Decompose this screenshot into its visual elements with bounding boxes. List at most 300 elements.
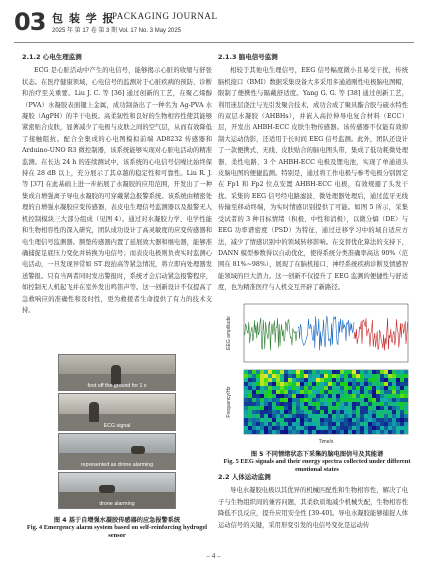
spectrogram-cell [368,394,372,398]
spectrogram-cell [256,406,260,410]
spectrogram-cell [324,390,328,394]
spectrogram-cell [280,402,284,406]
spectrogram-cell [328,386,332,390]
spectrogram-cell [332,382,336,386]
spectrogram-cell [372,378,376,382]
spectrogram-cell [256,394,260,398]
spectrogram-cell [296,406,300,410]
spectrogram-cells [244,370,408,434]
spectrogram-cell [356,418,360,422]
spectrogram-cell [248,378,252,382]
eeg-amplitude-label: EEG amplitude [226,316,232,350]
spectrogram-cell [304,414,308,418]
spectrogram-cell [304,410,308,414]
spectrogram-cell [244,390,248,394]
spectrogram-cell [288,374,292,378]
spectrogram-cell [244,426,248,430]
spectrogram-cell [372,426,376,430]
spectrogram-cell [288,410,292,414]
spectrogram-cell [268,418,272,422]
figure-4-photo-stack [58,354,176,509]
spectrogram-cell [328,418,332,422]
spectrogram-cell [344,378,348,382]
spectrogram-cell [300,430,304,434]
spectrogram-cell [356,402,360,406]
spectrogram-cell [336,410,340,414]
spectrogram-cell [332,394,336,398]
drone-figure [99,485,115,493]
spectrogram-cell [388,414,392,418]
spectrogram-cell [380,418,384,422]
spectrogram-cell [380,410,384,414]
spectrogram-cell [360,382,364,386]
spectrogram-cell [340,430,344,434]
spectrogram-cell [388,410,392,414]
eeg-plot [222,300,412,446]
spectrogram-cell [344,414,348,418]
spectrogram-cell [388,406,392,410]
spectrogram-cell [344,426,348,430]
spectrogram-cell [392,390,396,394]
spectrogram-cell [280,426,284,430]
spectrogram-cell [336,386,340,390]
spectrogram-cell [364,390,368,394]
journal-title-cn: 包 装 学 报 [52,12,115,25]
spectrogram-cell [372,382,376,386]
spectrogram-cell [320,370,324,374]
spectrogram-cell [320,402,324,406]
spectrogram-cell [376,394,380,398]
spectrogram-cell [356,422,360,426]
spectrogram-cell [340,370,344,374]
spectrogram-cell [272,378,276,382]
spectrogram-cell [252,378,256,382]
spectrogram-cell [296,374,300,378]
spectrogram-cell [360,410,364,414]
spectrogram-cell [256,398,260,402]
spectrogram-cell [260,398,264,402]
spectrogram-cell [380,390,384,394]
spectrogram-cell [352,382,356,386]
spectrogram-cell [268,414,272,418]
spectrogram-cell [392,398,396,402]
spectrogram-cell [272,382,276,386]
spectrogram-cell [244,406,248,410]
spectrogram-cell [252,430,256,434]
figure-4-frame [58,393,176,430]
spectrogram-cell [352,370,356,374]
spectrogram-cell [364,374,368,378]
spectrogram-cell [352,410,356,414]
spectrogram-cell [404,414,408,418]
spectrogram-cell [360,370,364,374]
spectrogram-cell [376,374,380,378]
spectrogram-cell [276,390,280,394]
spectrogram-cell [312,426,316,430]
spectrogram-cell [256,370,260,374]
spectrogram-cell [360,430,364,434]
spectrogram-cell [324,386,328,390]
spectrogram-cell [372,402,376,406]
eeg-paragraph: 相较于其他电生理信号，EEG 信号幅度微小且易受干扰，传统脑机接口（BMI）数据采集设备大多采用多通道刚性电极脑电图帽，限制了便携性与隔戴舒适度。Yang G. G. 等 [38] 通过创新工艺，利用迷层浇注与光引发聚合技术，成功合成了聚具酯合胶与硫水特性的双层水凝胶（AHBHs），并嵌入高拉伸导电复合材料（ECC）层，开发出 AHBH-ECC 皮肤生物传感器。该传感器不仅能有效抑制大运动伪影，还适用于长时间 EEG 信号监测。此外，团队还设计了一款便携式、无线、皮肤贴合的脑电图头带，集成了低功耗微处理器、柔性电路、3 个 AHBH-ECC 电极及锂电池，实现了单通道头皮脑电图的便捷监测。特别是，通过将工作电极与参考电极分别固定在 Fp1 和 Fp2 位点安置 AHBH-ECC 电极，有效规避了头发干扰。采集的 EEG 信号经电路滤波、微处理器处理后，通过蓝牙无线传输至移动终端，为实时情感识别提供了可能。如图 5 所示，采集受试者的 3 种目标情绪（积极、中性和消极），以微分熵（DE）与 EEG 功率谱密度（PSD）为特征，通过迁移学习中的域自适应方法，减少了情感识别中的领域转移影响。在交替优化算法的支持下，DANN 模型参数得以自动优化，使得系统分类准确率高达 90%（范围在 81%~98%），展现了在脑机接口、神经系统疾病诊断及情感智能领域的巨大潜力。这一创新不仅提升了 EEG 监测的便捷性与舒适度，也为精准医疗与人机交互开辟了新路径。 [218,67,408,292]
spectrogram-cell [268,386,272,390]
spectrogram-cell [300,410,304,414]
spectrogram-cell [368,430,372,434]
spectrogram-cell [400,426,404,430]
spectrogram-cell [300,418,304,422]
spectrogram-cell [348,374,352,378]
spectrogram-cell [372,390,376,394]
spectrogram-cell [284,386,288,390]
spectrogram-cell [248,422,252,426]
spectrogram-cell [384,402,388,406]
spectrogram-cell [336,382,340,386]
spectrogram-cell [316,410,320,414]
spectrogram-cell [348,430,352,434]
spectrogram-cell [348,398,352,402]
spectrogram-cell [352,402,356,406]
spectrogram-cell [252,402,256,406]
spectrogram-cell [292,390,296,394]
spectrogram-cell [284,406,288,410]
spectrogram-cell [388,398,392,402]
spectrogram-cell [404,370,408,374]
spectrogram-cell [288,370,292,374]
spectrogram-cell [256,386,260,390]
spectrogram-cell [292,410,296,414]
spectrogram-cell [340,374,344,378]
spectrogram-cell [244,418,248,422]
spectrogram-cell [292,378,296,382]
spectrogram-cell [388,374,392,378]
spectrogram-cell [304,386,308,390]
spectrogram-cell [392,382,396,386]
spectrogram-cell [248,402,252,406]
spectrogram-cell [276,370,280,374]
spectrogram-cell [312,386,316,390]
spectrogram-cell [324,402,328,406]
spectrogram-cell [364,430,368,434]
spectrogram-cell [280,382,284,386]
spectrogram-cell [272,386,276,390]
spectrogram-cell [344,398,348,402]
spectrogram-cell [308,382,312,386]
spectrogram-cell [404,382,408,386]
spectrogram-cell [356,374,360,378]
spectrogram-cell [372,422,376,426]
spectrogram-cell [392,374,396,378]
spectrogram-cell [332,426,336,430]
spectrogram-cell [300,386,304,390]
spectrogram-cell [328,410,332,414]
spectrogram-cell [248,410,252,414]
spectrogram-cell [360,406,364,410]
spectrogram-cell [308,402,312,406]
spectrogram-cell [260,418,264,422]
spectrogram-cell [304,394,308,398]
spectrogram-cell [292,406,296,410]
spectrogram-cell [264,386,268,390]
spectrogram-cell [260,422,264,426]
spectrogram-cell [316,378,320,382]
spectrogram-cell [308,378,312,382]
spectrogram-cell [268,382,272,386]
spectrogram-cell [316,386,320,390]
issue-info: 2025 年 第 17 卷 第 3 期 Vol. 17 No. 3 May 2025 [52,28,182,34]
spectrogram-cell [364,410,368,414]
spectrogram-cell [296,402,300,406]
spectrogram-cell [400,370,404,374]
spectrogram-cell [404,418,408,422]
spectrogram-cell [272,406,276,410]
spectrogram-cell [368,398,372,402]
spectrogram-cell [252,382,256,386]
spectrogram-cell [356,386,360,390]
spectrogram-cell [360,390,364,394]
spectrogram-cell [352,398,356,402]
spectrogram-cell [368,386,372,390]
spectrogram-cell [336,378,340,382]
spectrogram-cell [296,382,300,386]
spectrogram-cell [372,410,376,414]
spectrogram-cell [348,422,352,426]
spectrogram-cell [368,370,372,374]
spectrogram-cell [396,426,400,430]
spectrogram-cell [356,398,360,402]
spectrogram-cell [328,398,332,402]
spectrogram-cell [344,394,348,398]
left-column [22,52,212,316]
spectrogram-cell [284,390,288,394]
figure-4-frame [58,354,176,391]
spectrogram-cell [332,402,336,406]
spectrogram-cell [280,430,284,434]
spectrogram-cell [260,382,264,386]
spectrogram-cell [372,398,376,402]
spectrogram-cell [288,430,292,434]
spectrogram-cell [368,422,372,426]
journal-header [14,6,414,40]
spectrogram-cell [248,370,252,374]
spectrogram-cell [356,382,360,386]
spectrogram-cell [340,378,344,382]
spectrogram-cell [344,418,348,422]
spectrogram-cell [260,370,264,374]
spectrogram-cell [312,422,316,426]
spectrogram-cell [300,414,304,418]
spectrogram-cell [360,394,364,398]
spectrogram-cell [316,370,320,374]
spectrogram-cell [368,390,372,394]
spectrogram-cell [348,402,352,406]
spectrogram-cell [320,394,324,398]
spectrogram-cell [324,406,328,410]
spectrogram-cell [296,378,300,382]
spectrogram-cell [348,378,352,382]
spectrogram-cell [384,394,388,398]
spectrogram-cell [352,390,356,394]
spectrogram-cell [348,426,352,430]
spectrogram-cell [376,402,380,406]
spectrogram-cell [384,418,388,422]
spectrogram-cell [264,370,268,374]
spectrogram-cell [400,430,404,434]
spectrogram-cell [376,422,380,426]
spectrogram-cell [284,378,288,382]
spectrogram-cell [352,430,356,434]
spectrogram-cell [260,386,264,390]
spectrogram-cell [332,370,336,374]
spectrogram-cell [400,378,404,382]
spectrogram-cell [308,422,312,426]
spectrogram-cell [264,430,268,434]
spectrogram-cell [292,394,296,398]
spectrogram-cell [272,430,276,434]
spectrogram-cell [324,370,328,374]
spectrogram-cell [300,422,304,426]
spectrogram-cell [256,414,260,418]
spectrogram-cell [312,374,316,378]
spectrogram-cell [340,422,344,426]
spectrogram-cell [404,422,408,426]
spectrogram-cell [264,402,268,406]
spectrogram-cell [316,418,320,422]
drone-figure [131,446,145,454]
spectrogram-cell [288,422,292,426]
spectrogram-cell [364,418,368,422]
spectrogram-cell [368,374,372,378]
spectrogram-cell [280,370,284,374]
spectrogram-cell [332,386,336,390]
spectrogram-cell [296,390,300,394]
spectrogram-cell [256,418,260,422]
spectrogram-cell [336,394,340,398]
spectrogram-cell [252,418,256,422]
spectrogram-cell [320,430,324,434]
spectrogram-cell [296,426,300,430]
spectrogram-cell [264,426,268,430]
spectrogram-cell [388,422,392,426]
spectrogram-cell [360,398,364,402]
spectrogram-cell [280,406,284,410]
spectrogram-cell [400,422,404,426]
spectrogram-cell [332,422,336,426]
spectrogram-cell [252,410,256,414]
spectrogram-cell [344,390,348,394]
spectrogram-cell [404,398,408,402]
ecg-paragraph: ECG 是心脏活动中产生的电信号，能够揭示心脏的收缩与舒张状态。在医疗健康领域，心电信号的监测对于心脏疾病的预防、诊断和治疗至关重要。Liu J. C. 等 [36] 通过创新的工艺，在聚乙烯醇（PVA）水凝胶表面键上金属，成功制备出了一种名为 Ag-PVA 水凝胶（AgPH）的半干电极。高柔韧性和良好的生物相容性使其能够紧密贴合皮肤，显著减少了电极与皮肤之间的空气层，从而有效降低了接触阻抗。配合全集成的心电图模拟前端 AD8232 传感器和 Arduino-UNO R3 微控制器，该系统能够实现对心脏电活动的精准监测。在长达 24 h 的连续测试中，该系统的心电信号信噪比始终保持在 28 dB 以上，充分展示了其卓越的稳定性和可靠性。Liu R. J. 等 [37] 在此基础上进一步拓展了水凝胶的应用范围，开发出了一种集成自增强离子导电水凝胶的可穿戴紧急报警系统。该系统由精密处理的自增强水凝胶应变传感器、表皮电生理信号监测器以及报警无人机控制模块三大部分组成（见图 4）。通过对水凝胶力学、电学性能和生物相容性的深入研究，团队成功设计了高灵敏度的应变传感器和电生理信号监测器。额垫传感器内置了延展致大器和继电器，能够准确捕捉足底压力变化并转换为电信号；而表皮电极则负责实时监测心电活动，一旦发现异常如 ST 段抬高等紧急情况，将立即向处理器发送警报。只有当两者同时发出警报时，系统才会启动紧急报警程序，如控制无人机起飞并在室外发出鸣笛声等。这一创新设计不仅提高了急救响应的准确性和及时性，更为救援者生命提供了有力的技术支持。 [22,67,212,314]
spectrogram-cell [348,390,352,394]
spectrogram-cell [284,426,288,430]
spectrogram-cell [328,406,332,410]
spectrogram-cell [272,426,276,430]
spectrogram-cell [304,378,308,382]
spectrogram-cell [344,370,348,374]
time-label: Time/s [318,439,334,445]
spectrogram-cell [292,418,296,422]
spectrogram-cell [284,394,288,398]
spectrogram-cell [248,386,252,390]
section-heading-eeg: 2.1.3 脑电信号监测 [218,53,278,61]
spectrogram-cell [244,422,248,426]
spectrogram-cell [400,374,404,378]
spectrogram-cell [396,370,400,374]
spectrogram-cell [304,398,308,402]
spectrogram-cell [308,398,312,402]
spectrogram-cell [332,390,336,394]
spectrogram-cell [316,414,320,418]
spectrogram-cell [388,418,392,422]
frequency-label: Frequency/Hz [226,386,232,418]
spectrogram-cell [332,418,336,422]
spectrogram-cell [288,406,292,410]
spectrogram-cell [392,430,396,434]
spectrogram-cell [344,430,348,434]
person-figure [111,365,121,385]
spectrogram-cell [268,402,272,406]
motion-paragraph: 导电水凝胶电极以其优异的机械匹配性和生物相容性，解决了电子与生物组织间的兼容问题，其柔软质地减少机械失配，生物相容性降低不良反应，提升应用安全性 [39-40]。导电水凝胶能够捕捉人体运动信号的关键，采用形变引发的电信号变化是运动传 [218,487,408,529]
spectrogram-cell [260,402,264,406]
spectrogram-cell [320,378,324,382]
spectrogram-cell [340,394,344,398]
spectrogram-cell [328,402,332,406]
spectrogram-cell [276,414,280,418]
spectrogram-cell [352,414,356,418]
spectrogram-cell [388,386,392,390]
spectrogram-cell [376,414,380,418]
spectrogram-cell [296,398,300,402]
spectrogram-cell [400,390,404,394]
figure-5 [222,300,412,474]
spectrogram-cell [372,430,376,434]
spectrogram-cell [244,410,248,414]
spectrogram-cell [368,402,372,406]
spectrogram-cell [404,378,408,382]
spectrogram-cell [284,422,288,426]
spectrogram-cell [352,386,356,390]
eeg-plot-svg [222,300,412,446]
spectrogram-cell [328,426,332,430]
spectrogram-cell [400,386,404,390]
spectrogram-cell [352,426,356,430]
spectrogram-cell [280,394,284,398]
spectrogram-cell [352,406,356,410]
spectrogram-cell [384,390,388,394]
spectrogram-cell [356,406,360,410]
spectrogram-cell [392,410,396,414]
spectrogram-cell [336,422,340,426]
spectrogram-cell [372,414,376,418]
spectrogram-cell [352,394,356,398]
figure-5-caption-cn: 图 5 不同情绪状态下采集的脑电图信号及其能谱 [250,451,384,458]
spectrogram-cell [388,402,392,406]
spectrogram-cell [268,406,272,410]
frame-tag: represented as drone alarming [80,461,154,468]
spectrogram-cell [396,382,400,386]
spectrogram-cell [344,382,348,386]
spectrogram-cell [384,370,388,374]
spectrogram-cell [388,378,392,382]
spectrogram-cell [384,414,388,418]
spectrogram-cell [372,370,376,374]
spectrogram-cell [288,426,292,430]
spectrogram-cell [280,422,284,426]
spectrogram-cell [304,390,308,394]
spectrogram-cell [320,386,324,390]
spectrogram-cell [260,374,264,378]
spectrogram-cell [396,374,400,378]
spectrogram-cell [248,414,252,418]
